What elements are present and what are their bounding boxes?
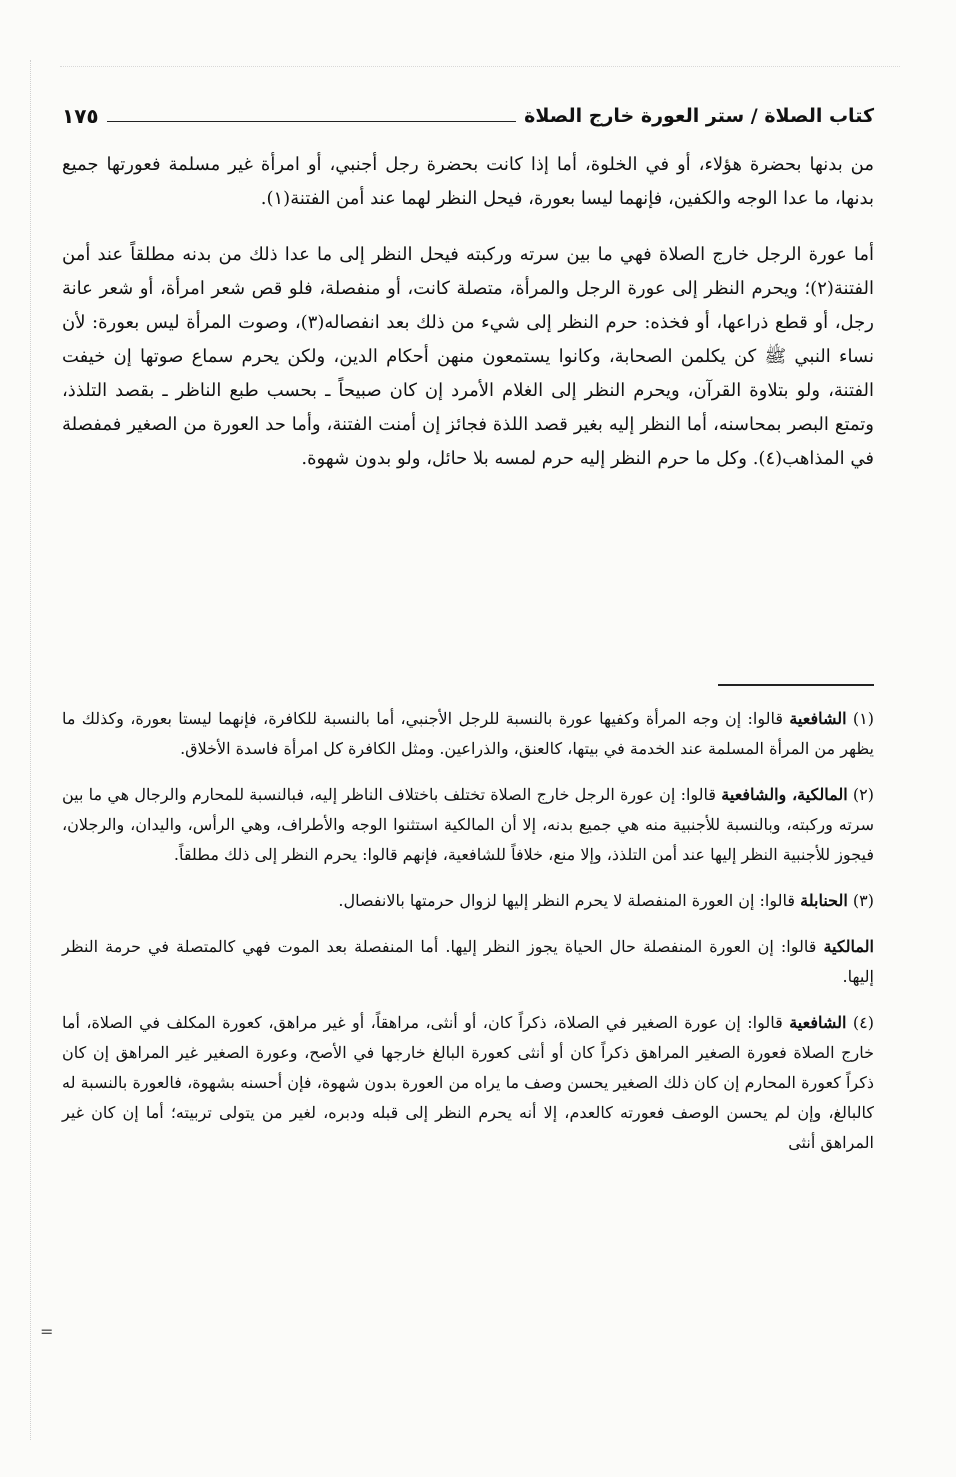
footnote-text: قالوا: إن العورة المنفصلة لا يحرم النظر إليها لزوال حرمتها بالانفصال. — [338, 891, 801, 910]
continuation-mark: = — [40, 1322, 54, 1341]
paragraph-2: أما عورة الرجل خارج الصلاة فهي ما بين سرته وركبته فيحل النظر إلى ما عدا ذلك من بدنه مطلقاً عند أمن الفتنة(٢)؛ ويحرم النظر إلى عورة الرجل والمرأة، متصلة كانت، أو منفصلة، فلو قص شعر امرأة، أو شعر عانة رجل، أو قطع ذراعها، أو فخذه: حرم النظر إلى شيء من ذلك بعد انفصاله(٣)، وصوت المرأة ليس بعورة: لأن نساء النبي ﷺ كن يكلمن الصحابة، وكانوا يستمعون منهن أحكام الدين، ولكن يحرم سماع صوتها إن خيفت الفتنة، ولو بتلاوة القرآن، ويحرم النظر إلى الغلام الأمرد إن كان صبيحاً ـ بحسب طبع الناظر ـ بقصد التلذذ، وتمتع البصر بمحاسنه، أما النظر إليه بغير قصد اللذة فجائز إن أمنت الفتنة، وأما حد العورة من الصغير فمفصلة في المذاهب(٤). وكل ما حرم النظر إليه حرم لمسه بلا حائل، ولو بدون شهوة. — [62, 244, 874, 469]
footnote-school-label: الشافعية — [789, 709, 847, 728]
header-rule — [107, 121, 517, 122]
footnote-number: (٤) — [852, 1013, 875, 1032]
footnote-4 — [62, 1008, 874, 1158]
footnote-text: قالوا: إن عورة الصغير في الصلاة، ذكراً كان، أو أنثى، مراهقاً، أو غير مراهق، كعورة المكلف في الصلاة، أما خارج الصلاة فعورة الصغير المراهق ذكراً كان أو أنثى كعورة البالغ خارجها في الأصح، وعورة الصغير غير المراهق إن كان ذكراً كعورة المحارم إن كان ذلك الصغير يحسن وصف ما يراه من العورة بدون شهوة، فإن أحسنه بشهوة، فالعورة بالنسبة له كالبالغ، وإن لم يحسن الوصف فعورته كالعدم، إلا أنه يحرم النظر إلى قبله ودبره، لغير من يتولى تربيته؛ أما إن كان غير المراهق أنثى — [62, 1013, 875, 1152]
footnote-separator — [718, 684, 874, 686]
page-number: ١٧٥ — [62, 104, 99, 128]
footnote-school-label: المالكية — [823, 937, 874, 956]
footnote-school-label: المالكية، والشافعية — [721, 785, 848, 804]
paragraph-1: من بدنها بحضرة هؤلاء، أو في الخلوة، أما إذا كانت بحضرة رجل أجنبي، أو امرأة غير مسلمة فعورتها جميع بدنها، ما عدا الوجه والكفين، فإنهما ليسا بعورة، فيحل النظر لهما عند أمن الفتنة(١). — [62, 154, 874, 209]
footnote-3-continued — [62, 932, 874, 992]
footnote-2 — [62, 780, 874, 870]
footnote-number: (١) — [852, 709, 874, 728]
main-text — [62, 148, 874, 476]
footnote-text: قالوا: إن العورة المنفصلة حال الحياة يجوز النظر إليها. أما المنفصلة بعد الموت فهي كالمتصلة في حرمة النظر إليها. — [62, 937, 874, 986]
footnote-number: (٢) — [852, 785, 874, 804]
footnote-text: قالوا: إن وجه المرأة وكفيها عورة بالنسبة للرجل الأجنبي، أما بالنسبة للكافرة، فإنهما ليستا بعورة، وكذلك ما يظهر من المرأة المسلمة عند الخدمة في بيتها، كالعنق، والذراعين. ومثل الكافرة كل امرأة فاسدة الأخلاق. — [62, 709, 874, 758]
footnote-3 — [62, 886, 874, 916]
header-title: كتاب الصلاة / ستر العورة خارج الصلاة — [524, 105, 874, 127]
footnote-school-label: الشافعية — [789, 1013, 847, 1032]
scan-edge-artifact — [30, 60, 35, 1440]
footnote-text: قالوا: إن عورة الرجل خارج الصلاة تختلف باختلاف الناظر إليه، فبالنسبة للمحارم والرجال هي ما بين سرته وركبته، وبالنسبة للأجنبية منه هي جميع بدنه، إلا أن المالكية استثنوا الوجه والأطراف، وهي الرأس، واليدان، والرجلان، فيجوز للأجنبية النظر إليها عند أمن التلذذ، وإلا منع، خلافاً للشافعية، فإنهم قالوا: يحرم النظر إلى ذلك مطلقاً. — [62, 785, 874, 864]
footnote-number: (٣) — [852, 891, 874, 910]
scan-top-artifact — [60, 66, 900, 67]
footnote-school-label: الحنابلة — [800, 891, 848, 910]
footnote-1 — [62, 704, 874, 764]
footnotes — [62, 704, 874, 1174]
running-header — [62, 98, 874, 134]
